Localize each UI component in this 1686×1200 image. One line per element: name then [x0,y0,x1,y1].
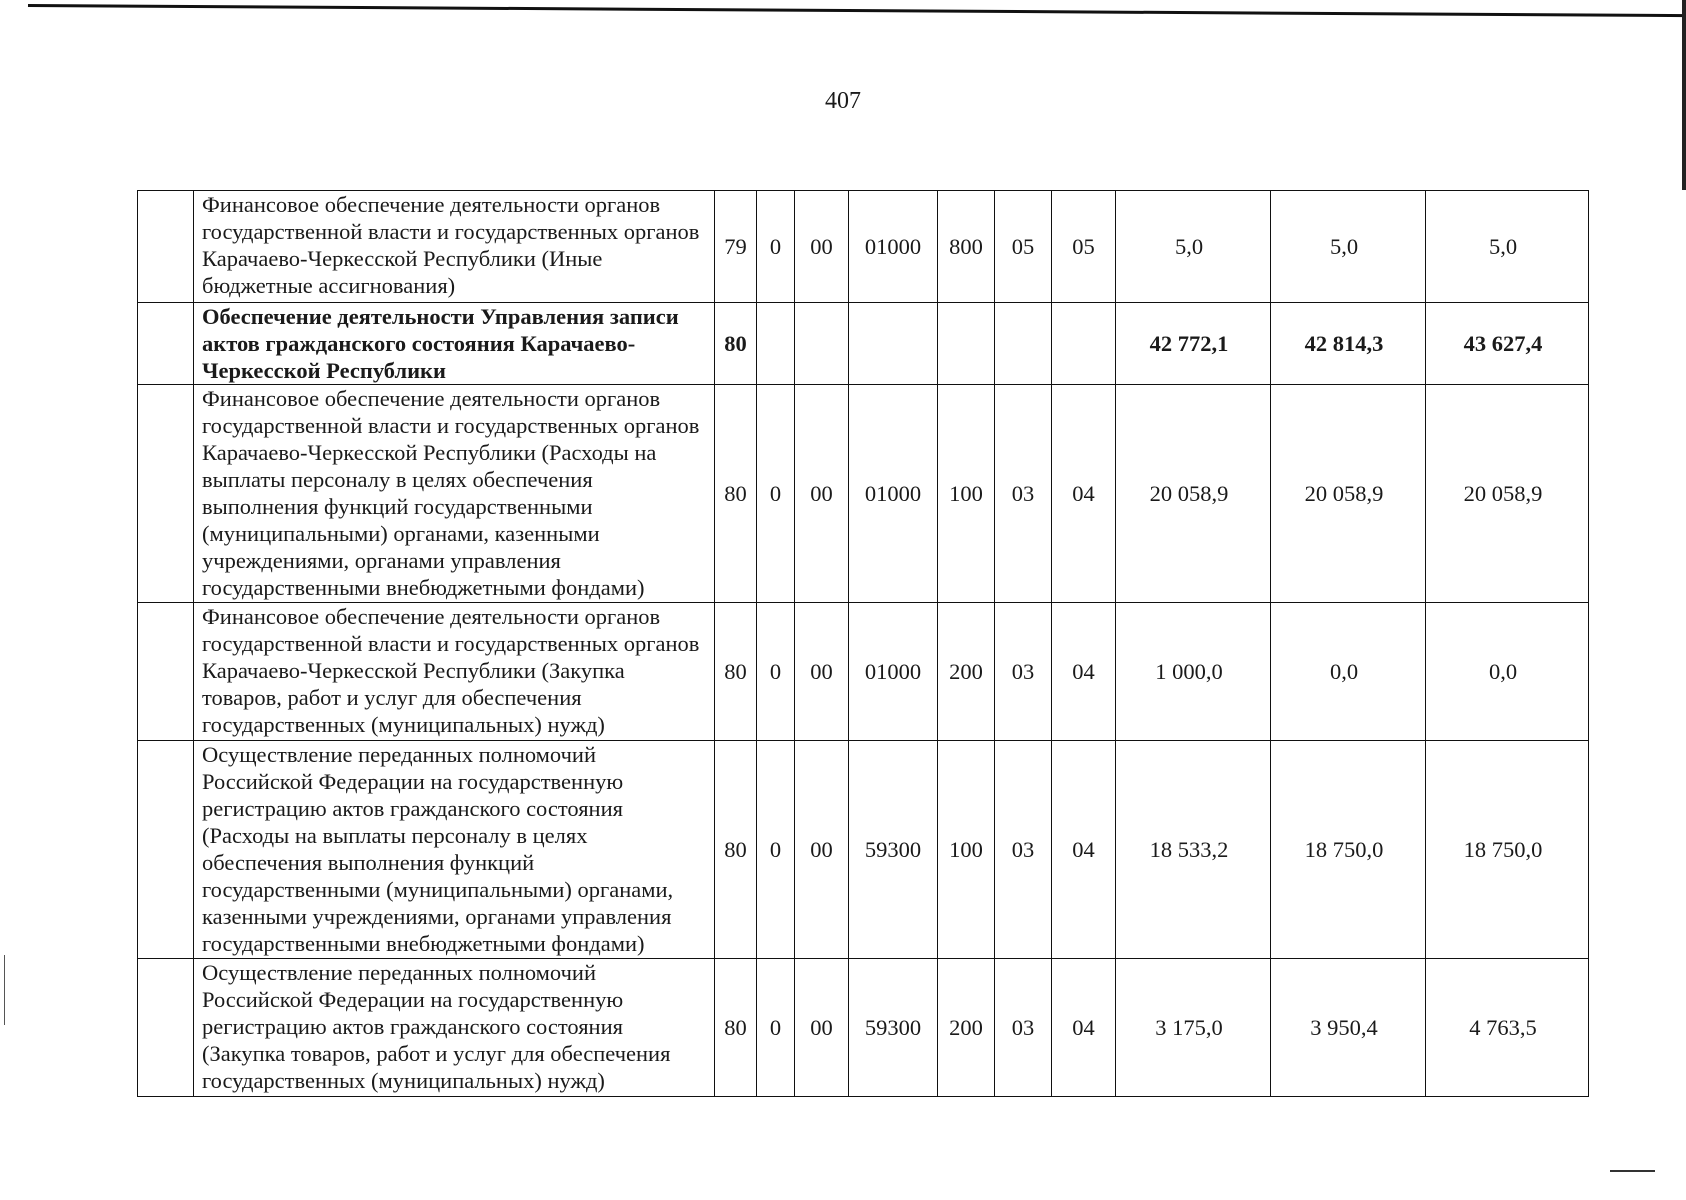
expenditure-name-cell: Осуществление переданных полномочий Российской Федерации на государственную регистрацию актов гражданского состояния (Закупка товаров, работ и услуг для обеспечения государственных (муниципальных) нужд) [194,959,715,1097]
code-cell-1: 80 [715,741,757,959]
code-cell-5: 200 [938,959,995,1097]
row-number-cell [138,959,194,1097]
amount-cell-2: 42 814,3 [1271,303,1426,385]
amount-cell-1: 18 533,2 [1116,741,1271,959]
budget-table [137,190,1589,1097]
code-cell-1: 80 [715,959,757,1097]
code-cell-2 [757,303,795,385]
code-cell-7 [1052,303,1116,385]
amount-cell-2: 5,0 [1271,191,1426,303]
row-number-cell [138,603,194,741]
row-number-cell [138,303,194,385]
code-cell-2: 0 [757,741,795,959]
amount-cell-2: 18 750,0 [1271,741,1426,959]
amount-cell-2: 0,0 [1271,603,1426,741]
expenditure-name-cell: Финансовое обеспечение деятельности органов государственной власти и государственных органов Карачаево-Черкесской Республики (Расходы на выплаты персоналу в целях обеспечения выполнения функций государственными (муниципальными) органами, казенными учреждениями, органами управления государственными внебюджетными фондами) [194,385,715,603]
amount-cell-1: 42 772,1 [1116,303,1271,385]
code-cell-4: 01000 [849,191,938,303]
amount-cell-2: 20 058,9 [1271,385,1426,603]
table-row [138,741,1589,959]
code-cell-3 [795,303,849,385]
amount-cell-1: 1 000,0 [1116,603,1271,741]
row-number-cell [138,385,194,603]
expenditure-name-cell: Обеспечение деятельности Управления записи актов гражданского состояния Карачаево-Черкесской Республики [194,303,715,385]
expenditure-name-cell: Финансовое обеспечение деятельности органов государственной власти и государственных органов Карачаево-Черкесской Республики (Иные бюджетные ассигнования) [194,191,715,303]
code-cell-2: 0 [757,959,795,1097]
code-cell-6: 03 [995,741,1052,959]
code-cell-6: 05 [995,191,1052,303]
table-row [138,303,1589,385]
code-cell-5: 200 [938,603,995,741]
code-cell-6 [995,303,1052,385]
table-row [138,603,1589,741]
code-cell-6: 03 [995,603,1052,741]
amount-cell-3: 20 058,9 [1426,385,1589,603]
amount-cell-1: 20 058,9 [1116,385,1271,603]
code-cell-1: 80 [715,303,757,385]
code-cell-4 [849,303,938,385]
code-cell-4: 59300 [849,959,938,1097]
table-row [138,385,1589,603]
code-cell-6: 03 [995,959,1052,1097]
code-cell-7: 04 [1052,959,1116,1097]
row-number-cell [138,741,194,959]
amount-cell-3: 5,0 [1426,191,1589,303]
code-cell-3: 00 [795,741,849,959]
code-cell-5: 800 [938,191,995,303]
amount-cell-1: 3 175,0 [1116,959,1271,1097]
page-number: 407 [825,88,861,114]
code-cell-1: 79 [715,191,757,303]
code-cell-1: 80 [715,603,757,741]
code-cell-4: 59300 [849,741,938,959]
code-cell-3: 00 [795,603,849,741]
code-cell-2: 0 [757,385,795,603]
expenditure-name-cell: Финансовое обеспечение деятельности органов государственной власти и государственных органов Карачаево-Черкесской Республики (Закупка товаров, работ и услуг для обеспечения государственных (муниципальных) нужд) [194,603,715,741]
amount-cell-1: 5,0 [1116,191,1271,303]
code-cell-7: 04 [1052,603,1116,741]
code-cell-5: 100 [938,741,995,959]
amount-cell-2: 3 950,4 [1271,959,1426,1097]
code-cell-6: 03 [995,385,1052,603]
amount-cell-3: 18 750,0 [1426,741,1589,959]
amount-cell-3: 4 763,5 [1426,959,1589,1097]
code-cell-7: 05 [1052,191,1116,303]
amount-cell-3: 43 627,4 [1426,303,1589,385]
amount-cell-3: 0,0 [1426,603,1589,741]
code-cell-7: 04 [1052,385,1116,603]
expenditure-name-cell: Осуществление переданных полномочий Российской Федерации на государственную регистрацию актов гражданского состояния (Расходы на выплаты персоналу в целях обеспечения выполнения функций государственными (муниципальными) органами, казенными учреждениями, органами управления государственными внебюджетными фондами) [194,741,715,959]
table-row [138,959,1589,1097]
row-number-cell [138,191,194,303]
code-cell-3: 00 [795,385,849,603]
code-cell-4: 01000 [849,385,938,603]
code-cell-5: 100 [938,385,995,603]
code-cell-3: 00 [795,959,849,1097]
code-cell-2: 0 [757,191,795,303]
scan-mark-left [4,955,5,1025]
code-cell-7: 04 [1052,741,1116,959]
code-cell-1: 80 [715,385,757,603]
code-cell-3: 00 [795,191,849,303]
code-cell-2: 0 [757,603,795,741]
scan-mark-bottom [1610,1170,1655,1172]
code-cell-5 [938,303,995,385]
scan-edge-top [28,4,1686,17]
table-row [138,191,1589,303]
code-cell-4: 01000 [849,603,938,741]
